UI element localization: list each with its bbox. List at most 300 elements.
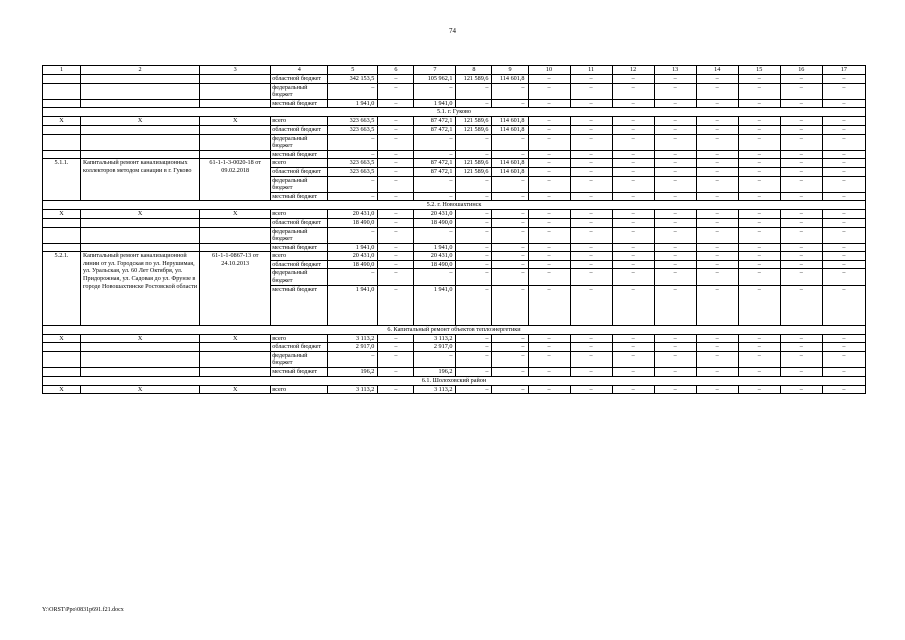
amount-cell: – <box>328 351 378 367</box>
amount-cell: – <box>378 351 414 367</box>
amount-cell: – <box>738 192 780 201</box>
amount-cell: – <box>654 75 696 84</box>
item-reference <box>200 227 271 243</box>
amount-cell: – <box>570 134 612 150</box>
funding-source: федеральный бюджет <box>271 269 328 285</box>
amount-cell: – <box>738 227 780 243</box>
budget-row <box>43 75 866 84</box>
budget-row <box>43 99 866 108</box>
item-description <box>81 134 200 150</box>
amount-cell: 121 589,6 <box>456 75 492 84</box>
amount-cell: – <box>328 192 378 201</box>
budget-row <box>43 83 866 99</box>
amount-cell: – <box>378 385 414 394</box>
amount-cell: – <box>780 285 822 325</box>
amount-cell: – <box>528 83 570 99</box>
amount-cell: – <box>738 125 780 134</box>
amount-cell: – <box>654 99 696 108</box>
amount-cell: – <box>738 150 780 159</box>
amount-cell: – <box>612 117 654 126</box>
amount-cell: 114 601,8 <box>492 117 528 126</box>
amount-cell: 18 490,0 <box>414 218 456 227</box>
amount-cell: – <box>822 159 865 168</box>
amount-cell: – <box>738 134 780 150</box>
amount-cell: – <box>456 176 492 192</box>
file-path-footer: Y:\ORST\Ppo\0831p691.f21.docx <box>42 607 124 613</box>
amount-cell: 20 431,0 <box>328 210 378 219</box>
funding-source: всего <box>271 159 328 168</box>
section-heading: 6. Капитальный ремонт объектов теплоэнергетики <box>43 325 866 334</box>
column-number-cell: 11 <box>570 66 612 75</box>
funding-source: федеральный бюджет <box>271 227 328 243</box>
amount-cell: – <box>612 243 654 252</box>
funding-source: федеральный бюджет <box>271 176 328 192</box>
amount-cell: – <box>528 99 570 108</box>
amount-cell: 121 589,6 <box>456 159 492 168</box>
amount-cell: – <box>738 159 780 168</box>
amount-cell: – <box>570 368 612 377</box>
amount-cell: – <box>654 125 696 134</box>
amount-cell: – <box>570 334 612 343</box>
amount-cell: – <box>378 269 414 285</box>
amount-cell: 121 589,6 <box>456 125 492 134</box>
amount-cell: – <box>612 83 654 99</box>
amount-cell: – <box>696 159 738 168</box>
amount-cell: – <box>738 75 780 84</box>
amount-cell: – <box>528 260 570 269</box>
funding-source: всего <box>271 210 328 219</box>
amount-cell: – <box>528 150 570 159</box>
amount-cell: – <box>414 134 456 150</box>
amount-cell: – <box>570 75 612 84</box>
amount-cell: – <box>654 368 696 377</box>
amount-cell: – <box>570 243 612 252</box>
item-description <box>81 368 200 377</box>
amount-cell: – <box>822 192 865 201</box>
item-number <box>43 368 81 377</box>
item-reference <box>200 218 271 227</box>
amount-cell: – <box>528 269 570 285</box>
amount-cell: – <box>378 210 414 219</box>
amount-cell: – <box>528 167 570 176</box>
column-number-cell: 7 <box>414 66 456 75</box>
amount-cell: – <box>570 351 612 367</box>
amount-cell: – <box>570 343 612 352</box>
amount-cell: – <box>492 285 528 325</box>
amount-cell: – <box>378 334 414 343</box>
amount-cell: – <box>570 99 612 108</box>
amount-cell: 3 113,2 <box>414 334 456 343</box>
amount-cell: – <box>528 134 570 150</box>
amount-cell: – <box>780 117 822 126</box>
amount-cell: – <box>822 269 865 285</box>
amount-cell: – <box>456 334 492 343</box>
amount-cell: – <box>780 343 822 352</box>
item-description: X <box>81 385 200 394</box>
amount-cell: – <box>378 134 414 150</box>
amount-cell: – <box>492 227 528 243</box>
item-number: X <box>43 117 81 126</box>
amount-cell: – <box>528 252 570 261</box>
amount-cell: – <box>612 218 654 227</box>
section-heading: 5.1. г. Гуково <box>43 108 866 117</box>
amount-cell: – <box>738 243 780 252</box>
amount-cell: – <box>822 334 865 343</box>
amount-cell: – <box>492 99 528 108</box>
funding-source: федеральный бюджет <box>271 83 328 99</box>
column-number-cell: 13 <box>654 66 696 75</box>
amount-cell: – <box>696 134 738 150</box>
amount-cell: – <box>456 368 492 377</box>
amount-cell: – <box>328 83 378 99</box>
amount-cell: 196,2 <box>414 368 456 377</box>
amount-cell: – <box>378 343 414 352</box>
amount-cell: – <box>780 260 822 269</box>
amount-cell: – <box>528 285 570 325</box>
amount-cell: – <box>738 252 780 261</box>
amount-cell: – <box>528 117 570 126</box>
amount-cell: – <box>696 176 738 192</box>
item-description <box>81 218 200 227</box>
funding-source: местный бюджет <box>271 192 328 201</box>
item-description: X <box>81 334 200 343</box>
amount-cell: – <box>738 343 780 352</box>
section-heading-row <box>43 201 866 210</box>
amount-cell: – <box>612 334 654 343</box>
amount-cell: 18 490,0 <box>328 218 378 227</box>
budget-row <box>43 210 866 219</box>
amount-cell: – <box>328 150 378 159</box>
amount-cell: 20 431,0 <box>414 252 456 261</box>
amount-cell: – <box>654 343 696 352</box>
item-description <box>81 83 200 99</box>
amount-cell: – <box>570 192 612 201</box>
budget-row <box>43 218 866 227</box>
amount-cell: – <box>492 252 528 261</box>
amount-cell: – <box>528 385 570 394</box>
amount-cell: 1 941,0 <box>328 243 378 252</box>
amount-cell: – <box>780 227 822 243</box>
amount-cell: – <box>696 227 738 243</box>
amount-cell: 87 472,1 <box>414 167 456 176</box>
amount-cell: – <box>492 83 528 99</box>
amount-cell: – <box>780 99 822 108</box>
column-number-cell: 8 <box>456 66 492 75</box>
amount-cell: – <box>492 243 528 252</box>
column-number-cell: 6 <box>378 66 414 75</box>
item-description <box>81 351 200 367</box>
funding-source: всего <box>271 117 328 126</box>
amount-cell: – <box>822 134 865 150</box>
column-number-cell: 16 <box>780 66 822 75</box>
item-description <box>81 99 200 108</box>
item-number: 5.2.1. <box>43 252 81 325</box>
amount-cell: – <box>328 269 378 285</box>
budget-row <box>43 343 866 352</box>
amount-cell: – <box>654 227 696 243</box>
amount-cell: – <box>654 83 696 99</box>
item-number <box>43 134 81 150</box>
budget-row <box>43 159 866 168</box>
amount-cell: – <box>528 159 570 168</box>
amount-cell: – <box>696 285 738 325</box>
amount-cell: – <box>492 150 528 159</box>
budget-row <box>43 125 866 134</box>
amount-cell: 18 490,0 <box>414 260 456 269</box>
amount-cell: – <box>780 167 822 176</box>
amount-cell: – <box>570 159 612 168</box>
amount-cell: – <box>612 167 654 176</box>
amount-cell: – <box>570 260 612 269</box>
amount-cell: – <box>738 99 780 108</box>
amount-cell: – <box>654 134 696 150</box>
amount-cell: – <box>378 260 414 269</box>
amount-cell: 87 472,1 <box>414 159 456 168</box>
amount-cell: – <box>414 192 456 201</box>
amount-cell: – <box>528 343 570 352</box>
amount-cell: – <box>612 210 654 219</box>
amount-cell: – <box>654 260 696 269</box>
item-reference: X <box>200 117 271 126</box>
amount-cell: – <box>492 176 528 192</box>
amount-cell: – <box>612 227 654 243</box>
amount-cell: – <box>456 99 492 108</box>
funding-source: местный бюджет <box>271 243 328 252</box>
amount-cell: – <box>414 227 456 243</box>
amount-cell: – <box>570 150 612 159</box>
amount-cell: – <box>822 117 865 126</box>
amount-cell: – <box>738 385 780 394</box>
amount-cell: – <box>654 334 696 343</box>
amount-cell: – <box>738 218 780 227</box>
amount-cell: – <box>612 99 654 108</box>
amount-cell: – <box>378 252 414 261</box>
amount-cell: – <box>570 176 612 192</box>
budget-row <box>43 368 866 377</box>
amount-cell: – <box>780 176 822 192</box>
amount-cell: – <box>378 99 414 108</box>
amount-cell: – <box>612 159 654 168</box>
amount-cell: – <box>378 159 414 168</box>
amount-cell: – <box>738 176 780 192</box>
amount-cell: – <box>612 150 654 159</box>
item-reference: 61-1-1-3-0020-18 от 09.02.2018 <box>200 159 271 201</box>
amount-cell: – <box>696 150 738 159</box>
amount-cell: 3 113,2 <box>328 334 378 343</box>
amount-cell: – <box>492 260 528 269</box>
column-number-cell: 12 <box>612 66 654 75</box>
amount-cell: – <box>822 351 865 367</box>
amount-cell: – <box>378 125 414 134</box>
amount-cell: – <box>696 210 738 219</box>
amount-cell: – <box>780 218 822 227</box>
item-reference <box>200 75 271 84</box>
amount-cell: – <box>654 351 696 367</box>
amount-cell: – <box>528 351 570 367</box>
item-number: X <box>43 385 81 394</box>
amount-cell: – <box>456 210 492 219</box>
amount-cell: – <box>414 83 456 99</box>
item-description <box>81 150 200 159</box>
funding-source: федеральный бюджет <box>271 134 328 150</box>
column-number-cell: 9 <box>492 66 528 75</box>
item-reference <box>200 134 271 150</box>
funding-source: всего <box>271 334 328 343</box>
funding-source: федеральный бюджет <box>271 351 328 367</box>
amount-cell: – <box>696 75 738 84</box>
amount-cell: – <box>822 343 865 352</box>
amount-cell: – <box>738 269 780 285</box>
amount-cell: – <box>654 252 696 261</box>
amount-cell: – <box>456 218 492 227</box>
amount-cell: – <box>780 351 822 367</box>
amount-cell: – <box>780 75 822 84</box>
amount-cell: – <box>528 243 570 252</box>
funding-source: областной бюджет <box>271 218 328 227</box>
amount-cell: – <box>456 269 492 285</box>
amount-cell: – <box>822 227 865 243</box>
amount-cell: 114 601,8 <box>492 167 528 176</box>
budget-table-container <box>42 65 866 394</box>
item-number <box>43 150 81 159</box>
item-number <box>43 243 81 252</box>
amount-cell: – <box>738 351 780 367</box>
column-number-cell: 14 <box>696 66 738 75</box>
amount-cell: 1 941,0 <box>414 285 456 325</box>
amount-cell: – <box>696 351 738 367</box>
amount-cell: – <box>696 334 738 343</box>
amount-cell: – <box>378 167 414 176</box>
item-number <box>43 99 81 108</box>
amount-cell: – <box>456 192 492 201</box>
amount-cell: – <box>456 134 492 150</box>
funding-source: всего <box>271 252 328 261</box>
amount-cell: – <box>780 192 822 201</box>
budget-row <box>43 227 866 243</box>
amount-cell: 3 113,2 <box>328 385 378 394</box>
amount-cell: – <box>414 176 456 192</box>
amount-cell: – <box>378 83 414 99</box>
funding-source: местный бюджет <box>271 99 328 108</box>
amount-cell: – <box>492 343 528 352</box>
section-heading-row <box>43 108 866 117</box>
item-reference: X <box>200 210 271 219</box>
item-description <box>81 125 200 134</box>
funding-source: местный бюджет <box>271 150 328 159</box>
amount-cell: 1 941,0 <box>328 99 378 108</box>
amount-cell: – <box>738 285 780 325</box>
amount-cell: – <box>378 368 414 377</box>
amount-cell: – <box>528 125 570 134</box>
amount-cell: – <box>528 227 570 243</box>
section-heading: 6.1. Шолоховский район <box>43 376 866 385</box>
funding-source: областной бюджет <box>271 75 328 84</box>
column-number-cell: 4 <box>271 66 328 75</box>
amount-cell: – <box>328 134 378 150</box>
amount-cell: – <box>612 125 654 134</box>
amount-cell: – <box>378 75 414 84</box>
amount-cell: – <box>822 75 865 84</box>
item-reference <box>200 83 271 99</box>
amount-cell: – <box>780 83 822 99</box>
amount-cell: – <box>696 125 738 134</box>
item-description: Капитальный ремонт канализационной линии от ул. Городская по ул. Нерушимая, ул. Уральская, ул. 60 Лет Октября, ул. Придорожная, ул. Садовая до ул. Фрунзе в городе Новошахтинске Ростовской области <box>81 252 200 325</box>
amount-cell: 87 472,1 <box>414 117 456 126</box>
budget-row <box>43 243 866 252</box>
amount-cell: – <box>456 385 492 394</box>
amount-cell: – <box>738 167 780 176</box>
amount-cell: – <box>654 210 696 219</box>
page-number: 74 <box>449 27 456 35</box>
amount-cell: – <box>456 150 492 159</box>
amount-cell: – <box>378 227 414 243</box>
amount-cell: – <box>822 176 865 192</box>
amount-cell: 20 431,0 <box>414 210 456 219</box>
amount-cell: – <box>822 99 865 108</box>
amount-cell: – <box>528 176 570 192</box>
item-description <box>81 343 200 352</box>
amount-cell: 114 601,8 <box>492 75 528 84</box>
amount-cell: – <box>414 351 456 367</box>
amount-cell: – <box>780 252 822 261</box>
budget-row <box>43 252 866 261</box>
amount-cell: – <box>570 252 612 261</box>
item-number <box>43 125 81 134</box>
amount-cell: – <box>654 117 696 126</box>
item-reference <box>200 150 271 159</box>
item-reference <box>200 351 271 367</box>
amount-cell: – <box>456 260 492 269</box>
amount-cell: – <box>492 269 528 285</box>
amount-cell: 2 917,0 <box>414 343 456 352</box>
amount-cell: – <box>328 176 378 192</box>
item-description <box>81 75 200 84</box>
funding-source: областной бюджет <box>271 260 328 269</box>
funding-source: местный бюджет <box>271 285 328 325</box>
amount-cell: – <box>612 343 654 352</box>
amount-cell: – <box>780 269 822 285</box>
amount-cell: – <box>822 252 865 261</box>
amount-cell: – <box>612 176 654 192</box>
amount-cell: – <box>696 368 738 377</box>
amount-cell: 105 962,1 <box>414 75 456 84</box>
item-number <box>43 351 81 367</box>
amount-cell: – <box>696 167 738 176</box>
amount-cell: – <box>780 368 822 377</box>
amount-cell: – <box>822 285 865 325</box>
amount-cell: – <box>738 83 780 99</box>
amount-cell: – <box>612 351 654 367</box>
amount-cell: – <box>492 334 528 343</box>
amount-cell: – <box>570 83 612 99</box>
column-number-cell: 1 <box>43 66 81 75</box>
item-number <box>43 83 81 99</box>
amount-cell: 121 589,6 <box>456 167 492 176</box>
funding-source: областной бюджет <box>271 125 328 134</box>
item-number <box>43 227 81 243</box>
amount-cell: – <box>822 83 865 99</box>
item-description <box>81 227 200 243</box>
amount-cell: – <box>456 351 492 367</box>
amount-cell: – <box>378 192 414 201</box>
amount-cell: – <box>696 117 738 126</box>
amount-cell: – <box>822 150 865 159</box>
amount-cell: – <box>492 385 528 394</box>
amount-cell: – <box>696 192 738 201</box>
amount-cell: – <box>492 192 528 201</box>
amount-cell: – <box>378 176 414 192</box>
item-number: X <box>43 210 81 219</box>
